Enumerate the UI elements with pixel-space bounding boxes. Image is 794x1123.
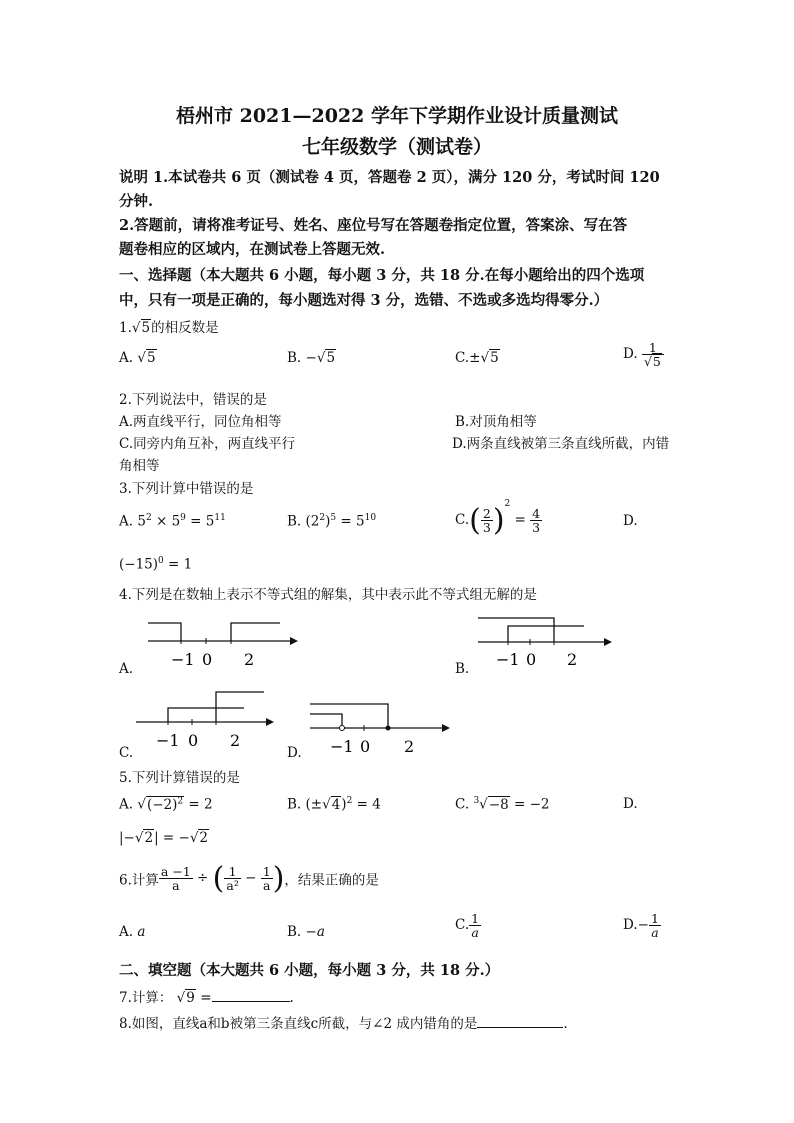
q4-option-d-numberline [306,696,456,756]
exam-subtitle: 七年级数学（测试卷） [301,136,492,158]
q8-answer-blank[interactable] [477,1027,563,1028]
svg-text:0: 0 [202,650,213,669]
exam-title: 梧州市 2021—2022 学年下学期作业设计质量测试 [176,105,618,127]
q4-option-a-numberline [140,615,300,671]
q2-option-b: B.对顶角相等 [455,414,537,430]
section2-heading: 二、填空题（本大题共 6 小题，每小题 3 分，共 18 分.） [119,962,500,979]
svg-text:−1: −1 [156,731,180,750]
q2-option-a: A.两直线平行，同位角相等 [119,414,282,430]
svg-text:2: 2 [244,650,255,669]
note-line-2: 分钟. [119,193,154,210]
note-line-3: 2.答题前，请将准考证号、姓名、座位号写在答题卷指定位置，答案涂、写在答 [119,217,628,234]
q5-stem: 5.下列计算错误的是 [119,770,240,786]
svg-text:0: 0 [360,737,371,756]
note-line-1: 说明 1.本试卷共 6 页（测试卷 4 页，答题卷 2 页），满分 120 分，考试时间 120 [119,169,660,186]
q2-option-d-cont: 角相等 [119,458,160,474]
q8-stem: 8.如图，直线a和b被第三条直线c所截，与∠2 成内错角的是 . [119,1016,568,1032]
q1-radicand: 5 [141,320,151,336]
q1-option-b: B. −√5 [287,350,336,366]
q6-option-b: B. −a [287,924,325,940]
q1-number: 1. [119,320,132,336]
q4-option-b-numberline [470,608,620,670]
note-line-4: 题卷相应的区域内，在测试卷上答题无效. [119,241,386,258]
q6-option-a: A. a [119,924,146,940]
q5-option-c: C. $^3$√−8 = −2 [455,796,550,813]
q6-option-c: C. $\frac{1}{a}$ [455,911,480,941]
q4-option-c: C. [119,745,134,761]
svg-text:−1: −1 [330,737,354,756]
q7-stem: 7.计算： √9 = . [119,990,294,1006]
q5-option-a: A. $√(-2)^2 = 2$ [119,796,213,813]
q1-text: 的相反数是 [151,320,219,336]
q4-option-b: B. [455,661,470,677]
q5-option-b: B. $(\pm√4)^2 = 4$ [287,796,381,813]
q3-option-b: B. $(2^2)^5 = 5^{10}$ [287,513,377,530]
q3-stem: 3.下列计算中错误的是 [119,481,254,497]
q3-option-d-label: D. [623,513,638,529]
q3-option-d: $(-15)^0 = 1$ [119,556,193,573]
q1-option-a: A. √5 [119,350,156,366]
q7-answer-blank[interactable] [212,1001,290,1002]
q1-option-c: C.±√5 [455,350,499,366]
q4-option-a: A. [119,661,134,677]
q1-stem: 1.√5的相反数是 [119,320,219,336]
svg-text:2: 2 [404,737,415,756]
section1-heading-1: 一、选择题（本大题共 6 小题，每小题 3 分，共 18 分.在每小题给出的四个选项 [119,267,645,284]
q2-option-d: D.两条直线被第三条直线所截，内错 [452,436,670,452]
q2-stem: 2.下列说法中，错误的是 [119,392,267,408]
q2-option-c: C.同旁内角互补，两直线平行 [119,436,296,452]
q6-option-d: D.− $\frac{1}{a}$ [623,911,659,941]
q4-option-d: D. [287,745,302,761]
q6-stem: 6.计算 $\frac{a -1}{a}$ ÷ ( $\frac{1}{\text{a²}}$ − $\frac{1}{a}$ )，结果正确的是 [119,861,379,896]
svg-text:0: 0 [526,650,537,669]
q5-option-d: |−√2| = −√2 [119,830,209,846]
svg-text:2: 2 [567,650,578,669]
svg-text:2: 2 [230,731,241,750]
svg-text:−1: −1 [171,650,195,669]
q5-option-d-label: D. [623,796,638,812]
q4-stem: 4.下列是在数轴上表示不等式组的解集，其中表示此不等式组无解的是 [119,587,537,603]
q1-option-d: D. $\frac{1}{√5}$ [623,341,664,368]
svg-text:0: 0 [188,731,199,750]
section1-heading-2: 中，只有一项是正确的，每小题选对得 3 分，选错、不选或多选均得零分.） [119,292,609,309]
q3-option-a: A. $5^2 \times 5^9 = 5^{11}$ [119,513,226,530]
q3-option-c: C.( $\frac{2}{3}$ )$^2$ = $\frac{4}{3}$ [455,499,541,538]
q4-option-c-numberline [130,686,280,750]
svg-text:−1: −1 [496,650,520,669]
